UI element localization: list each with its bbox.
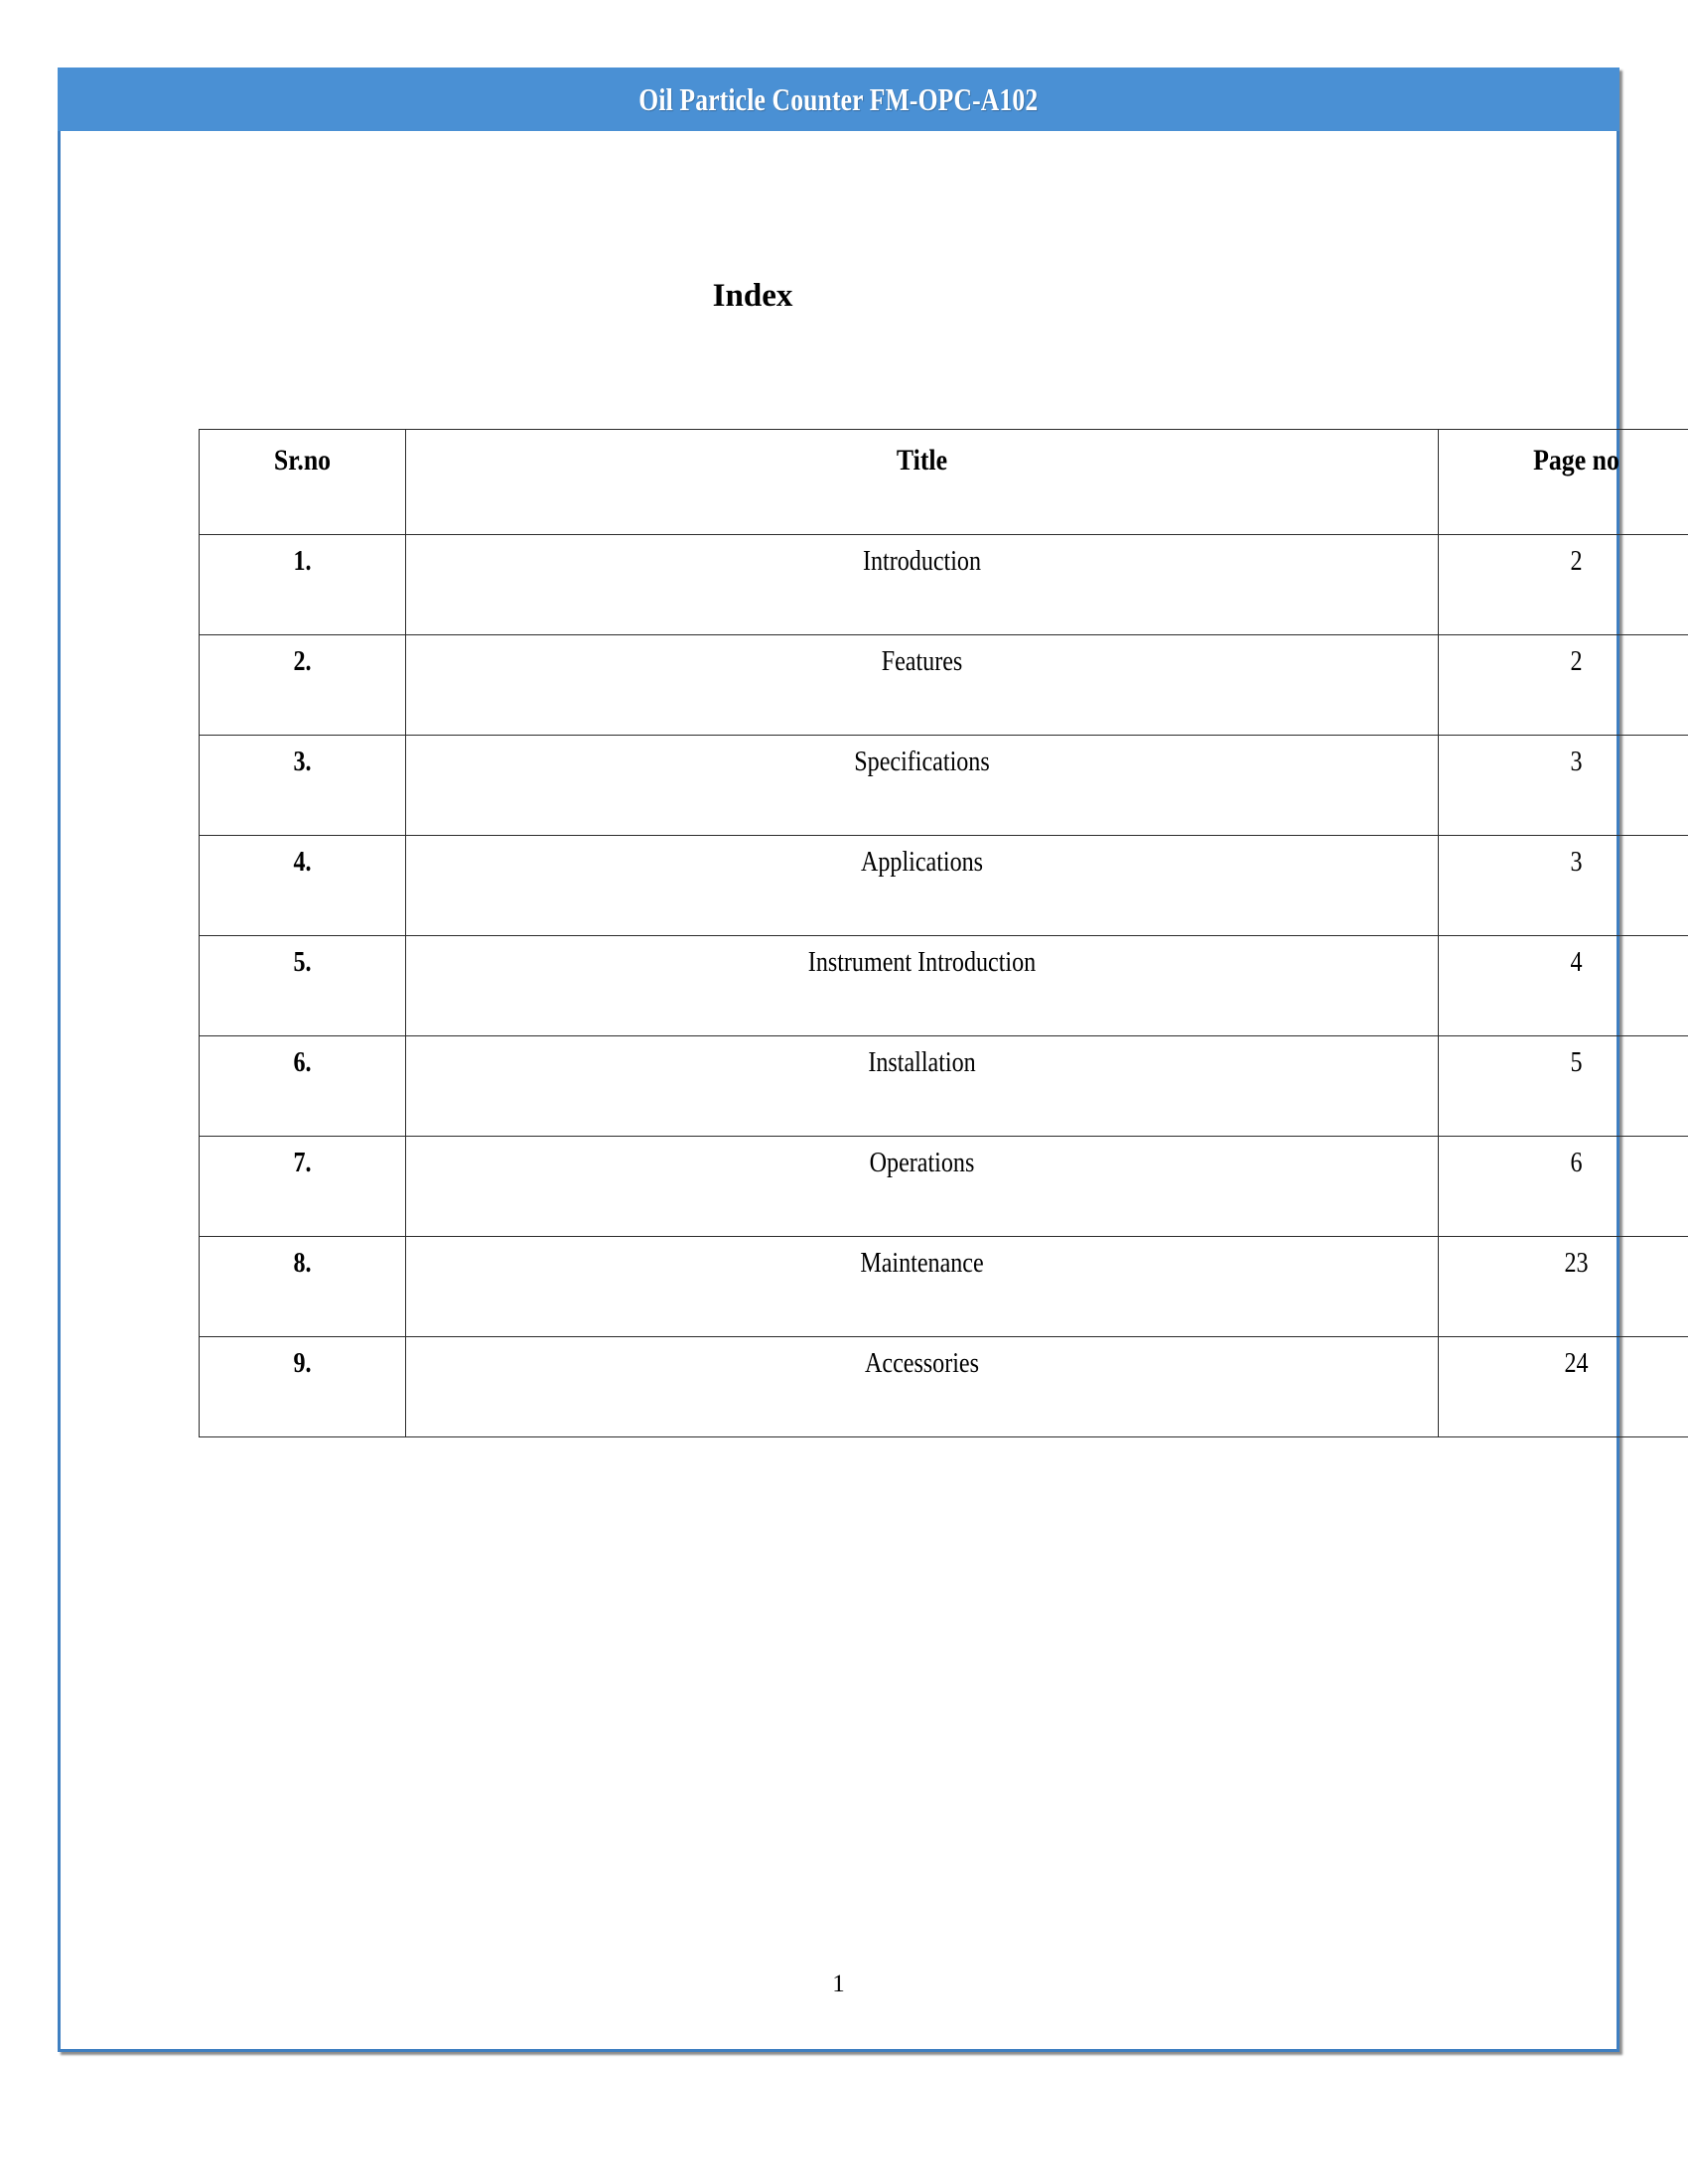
table-header-row [200, 430, 1688, 535]
cell-title [406, 635, 1439, 736]
sr-no-value: 8. [293, 1248, 312, 1279]
table-row [200, 1337, 1688, 1437]
cell-page-no [1439, 936, 1688, 1036]
column-header-label: Page no [1533, 444, 1619, 477]
cell-title [406, 936, 1439, 1036]
sr-no-value: 5. [293, 947, 312, 978]
page-no-value: 23 [1564, 1248, 1589, 1279]
sr-no-value: 9. [293, 1348, 312, 1379]
cell-page-no [1439, 736, 1688, 836]
sr-no-value: 7. [293, 1148, 312, 1178]
page-no-value: 2 [1570, 646, 1583, 677]
table-row [200, 535, 1688, 635]
table-row [200, 736, 1688, 836]
page-no-value: 6 [1570, 1148, 1583, 1178]
title-value: Operations [869, 1148, 975, 1178]
column-header-label: Title [896, 444, 948, 477]
title-value: Features [881, 646, 963, 677]
column-header-label: Sr.no [273, 444, 332, 477]
cell-page-no [1439, 535, 1688, 635]
cell-page-no [1439, 1237, 1688, 1337]
cell-sr-no [200, 736, 406, 836]
sr-no-value: 6. [293, 1047, 312, 1078]
title-value: Introduction [862, 546, 982, 577]
table-row [200, 635, 1688, 736]
table-row [200, 936, 1688, 1036]
page-title: Index [712, 278, 793, 314]
footer-page-number: 1 [832, 1971, 845, 1997]
title-value: Accessories [864, 1348, 979, 1379]
cell-sr-no [200, 1137, 406, 1237]
column-header-page-no [1439, 430, 1688, 535]
cell-sr-no [200, 936, 406, 1036]
page-no-value: 5 [1570, 1047, 1583, 1078]
page-no-value: 2 [1570, 546, 1583, 577]
cell-title [406, 736, 1439, 836]
page-no-value: 3 [1570, 847, 1583, 878]
document-title: Oil Particle Counter FM-OPC-A102 [638, 80, 1039, 117]
cell-title [406, 836, 1439, 936]
table-row [200, 836, 1688, 936]
cell-title [406, 1237, 1439, 1337]
cell-title [406, 535, 1439, 635]
cell-page-no [1439, 635, 1688, 736]
title-value: Applications [860, 847, 984, 878]
title-value: Maintenance [860, 1248, 984, 1279]
cell-page-no [1439, 1036, 1688, 1137]
sr-no-value: 2. [293, 646, 312, 677]
table-row [200, 1036, 1688, 1137]
sr-no-value: 1. [293, 546, 312, 577]
cell-sr-no [200, 635, 406, 736]
sr-no-value: 4. [293, 847, 312, 878]
cell-title [406, 1036, 1439, 1137]
cell-title [406, 1337, 1439, 1437]
cell-sr-no [200, 1036, 406, 1137]
cell-title [406, 1137, 1439, 1237]
title-value: Instrument Introduction [807, 947, 1037, 978]
cell-sr-no [200, 836, 406, 936]
column-header-sr-no [200, 430, 406, 535]
index-table [199, 429, 1688, 1437]
cell-page-no [1439, 836, 1688, 936]
cell-sr-no [200, 535, 406, 635]
page-no-value: 4 [1570, 947, 1583, 978]
cell-page-no [1439, 1337, 1688, 1437]
page-no-value: 24 [1564, 1348, 1589, 1379]
page-no-value: 3 [1570, 747, 1583, 777]
cell-sr-no [200, 1337, 406, 1437]
table-row [200, 1237, 1688, 1337]
cell-page-no [1439, 1137, 1688, 1237]
cell-sr-no [200, 1237, 406, 1337]
table-row [200, 1137, 1688, 1237]
document-header-banner [58, 68, 1619, 131]
sr-no-value: 3. [293, 747, 312, 777]
column-header-title [406, 430, 1439, 535]
title-value: Specifications [854, 747, 990, 777]
title-value: Installation [868, 1047, 976, 1078]
